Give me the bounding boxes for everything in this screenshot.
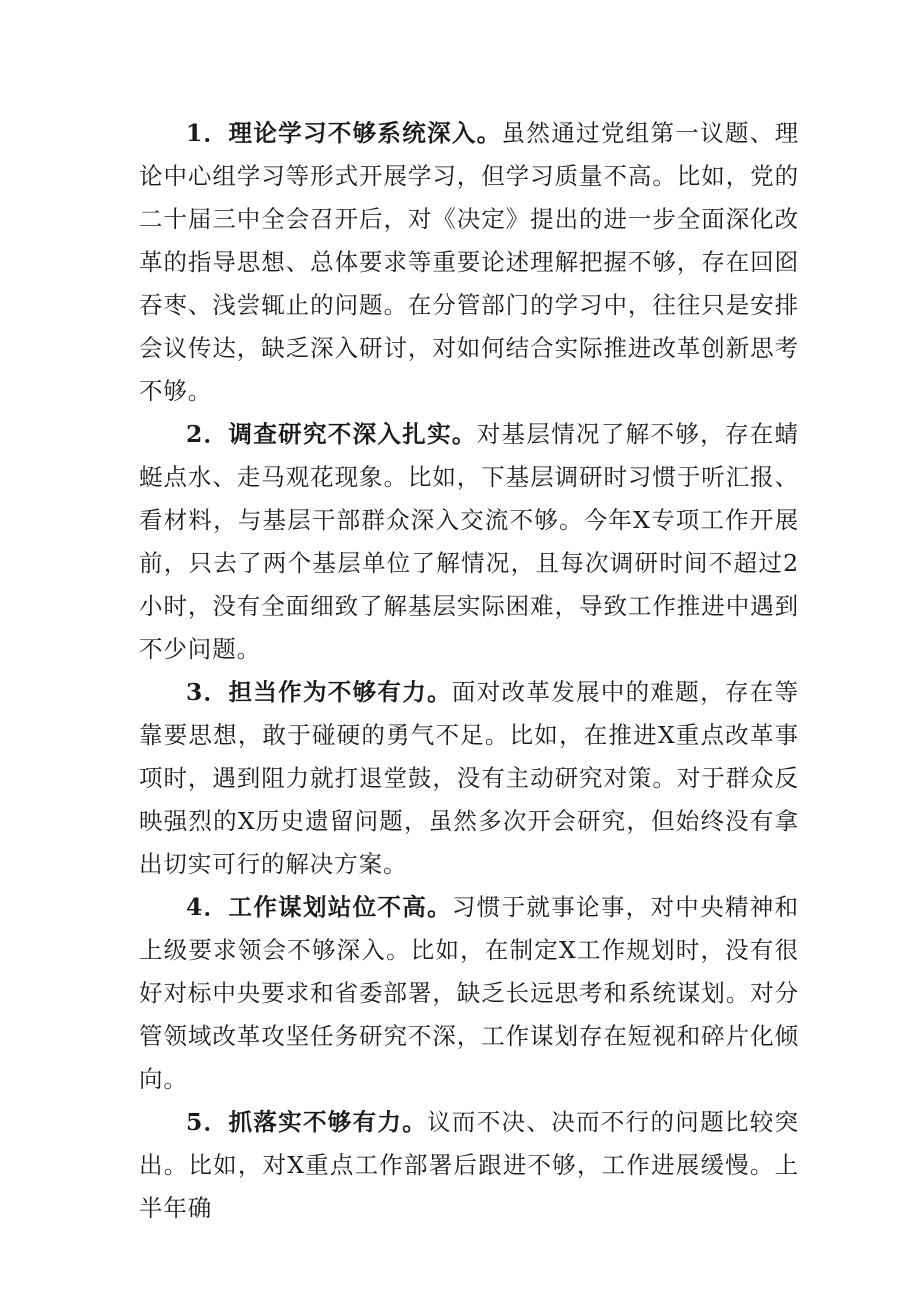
paragraph-heading: 1．理论学习不够系统深入。 bbox=[186, 119, 502, 147]
paragraph-text: 习惯于就事论事，对中央精神和上级要求领会不够深入。比如，在制定X工作规划时，没有很好对标中央要求和省委部署，缺乏长远思考和系统谋划。对分管领域改革攻坚任务研究不深，工作谋划存在短视和碎片化倾向。 bbox=[139, 893, 799, 1093]
paragraph-2 bbox=[139, 413, 799, 671]
paragraph-3 bbox=[139, 671, 799, 886]
paragraph-text: 对基层情况了解不够，存在蜻蜓点水、走马观花现象。比如，下基层调研时习惯于听汇报、看材料，与基层干部群众深入交流不够。今年X专项工作开展前，只去了两个基层单位了解情况，且每次调研时间不超过2小时，没有全面细致了解基层实际困难，导致工作推进中遇到不少问题。 bbox=[139, 420, 800, 663]
paragraph-text: 面对改革发展中的难题，存在等靠要思想，敢于碰硬的勇气不足。比如，在推进X重点改革事项时，遇到阻力就打退堂鼓，没有主动研究对策。对于群众反映强烈的X历史遗留问题，虽然多次开会研究，但始终没有拿出切实可行的解决方案。 bbox=[139, 678, 799, 878]
paragraph-heading: 2．调查研究不深入扎实。 bbox=[186, 420, 477, 448]
paragraph-5 bbox=[139, 1101, 799, 1230]
paragraph-text: 虽然通过党组第一议题、理论中心组学习等形式开展学习，但学习质量不高。比如，党的二十届三中全会召开后，对《决定》提出的进一步全面深化改革的指导思想、总体要求等重要论述理解把握不够，存在回囵吞枣、浅尝辄止的问题。在分管部门的学习中，往往只是安排会议传达，缺乏深入研讨，对如何结合实际推进改革创新思考不够。 bbox=[139, 119, 799, 405]
document-body bbox=[139, 112, 799, 1230]
paragraph-heading: 4．工作谋划站位不高。 bbox=[186, 893, 452, 921]
paragraph-heading: 5．抓落实不够有力。 bbox=[186, 1108, 428, 1136]
paragraph-text: 议而不决、决而不行的问题比较突出。比如，对X重点工作部署后跟进不够，工作进展缓慢。上半年确 bbox=[139, 1108, 799, 1222]
paragraph-heading: 3．担当作为不够有力。 bbox=[186, 678, 452, 706]
paragraph-4 bbox=[139, 886, 799, 1101]
paragraph-1 bbox=[139, 112, 799, 413]
